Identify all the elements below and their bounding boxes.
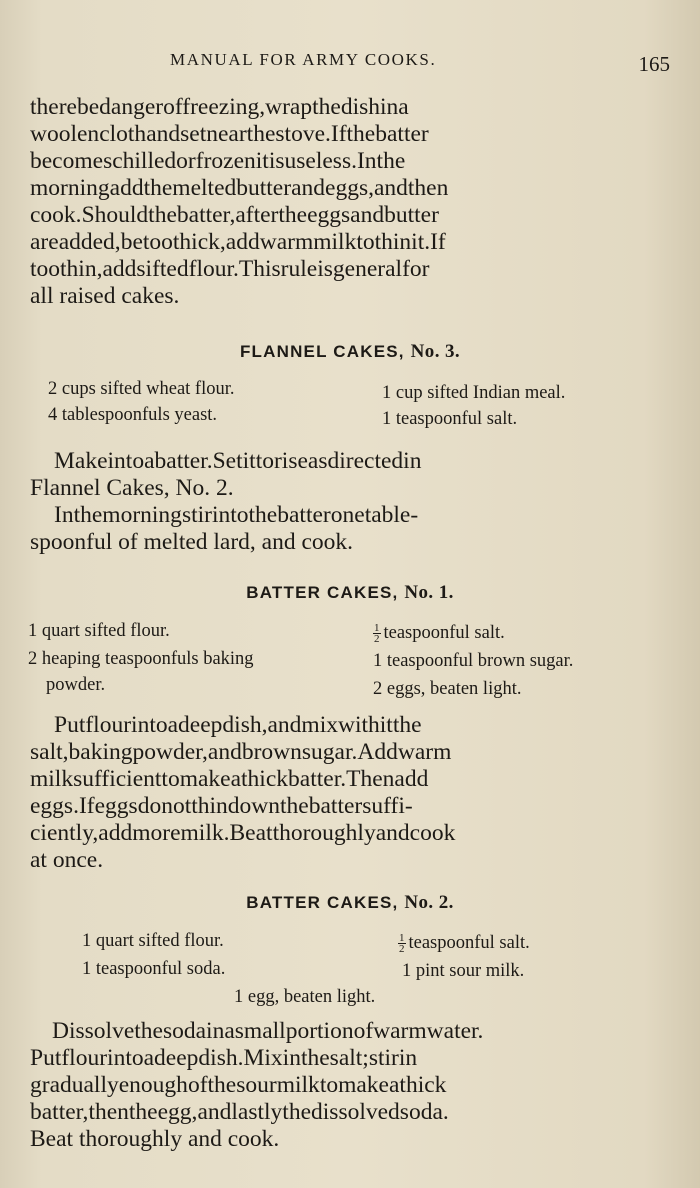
ingredient: 4 tablespoonfuls yeast. bbox=[48, 405, 218, 425]
word: the bbox=[73, 502, 103, 528]
word: the bbox=[376, 148, 406, 174]
text-line: Flannel Cakes, No. 2. bbox=[30, 475, 234, 501]
word: batter, bbox=[30, 1099, 89, 1125]
running-title: MANUAL FOR ARMY COOKS. bbox=[170, 50, 437, 69]
word: be bbox=[120, 229, 143, 255]
ingredient: 1 pint sour milk. bbox=[402, 961, 525, 981]
word: sufficient bbox=[73, 766, 162, 792]
recipe-number: No. 3. bbox=[410, 341, 461, 362]
word: general bbox=[332, 256, 403, 282]
word: in bbox=[282, 1045, 301, 1071]
word: If bbox=[78, 793, 95, 819]
word: the bbox=[282, 1099, 312, 1125]
text-line: spoonful of melted lard, and cook. bbox=[30, 529, 354, 555]
word: If bbox=[430, 229, 446, 255]
ingredient: 2 cups sifted wheat flour. bbox=[48, 379, 235, 399]
text-line bbox=[30, 739, 668, 766]
recipe-number: No. 1. bbox=[404, 582, 454, 603]
text-line: at once. bbox=[30, 847, 104, 873]
word: one bbox=[330, 502, 365, 528]
ingredient: 1 cup sifted Indian meal. bbox=[382, 383, 566, 403]
word: are bbox=[30, 229, 59, 255]
word: milk bbox=[30, 766, 74, 792]
word: Make bbox=[54, 448, 108, 474]
word: into bbox=[131, 712, 168, 738]
word: it bbox=[242, 448, 256, 474]
word: soda. bbox=[399, 1099, 449, 1125]
word: and bbox=[373, 175, 408, 201]
word: salt, bbox=[30, 739, 69, 765]
word: and bbox=[375, 820, 410, 846]
word: a bbox=[230, 766, 242, 792]
word: suffi- bbox=[362, 793, 413, 819]
word: thin bbox=[191, 793, 228, 819]
word: stir bbox=[181, 502, 212, 528]
word: the bbox=[280, 793, 309, 819]
ingredient-list-flannel-cakes-3 bbox=[48, 376, 668, 436]
word: add bbox=[394, 766, 429, 792]
word: flour bbox=[85, 712, 132, 738]
word: is bbox=[268, 148, 285, 174]
word: thick bbox=[241, 766, 289, 792]
text-line bbox=[30, 1018, 668, 1045]
word: becomes bbox=[30, 148, 113, 174]
word: If bbox=[330, 121, 347, 147]
word: thin bbox=[374, 229, 412, 255]
word: the bbox=[300, 1045, 330, 1071]
word: butter bbox=[236, 175, 292, 201]
word: the bbox=[128, 1099, 158, 1125]
word: as bbox=[307, 448, 328, 474]
word: in bbox=[403, 448, 422, 474]
directions-flannel-cakes-3 bbox=[30, 448, 668, 556]
word: and bbox=[267, 712, 302, 738]
word: of bbox=[353, 1018, 374, 1044]
word: too bbox=[30, 256, 61, 282]
word: the bbox=[312, 94, 341, 120]
word: with bbox=[337, 712, 380, 738]
ingredient: 1 teaspoonful salt. bbox=[382, 409, 518, 429]
text-line bbox=[30, 175, 668, 202]
word: do bbox=[137, 793, 162, 819]
word: thick, bbox=[172, 229, 226, 255]
text-line bbox=[30, 1072, 668, 1099]
word: batter bbox=[277, 502, 331, 528]
text-line bbox=[30, 121, 668, 148]
ingredient: 1 quart sifted flour. bbox=[82, 931, 224, 951]
word: milk bbox=[276, 1072, 320, 1098]
word: the bbox=[248, 502, 278, 528]
ingredient-list-batter-cakes-2 bbox=[82, 928, 672, 1012]
word: freezing, bbox=[182, 94, 266, 120]
word: directed bbox=[327, 448, 404, 474]
word: it. bbox=[411, 229, 431, 255]
word: it bbox=[379, 712, 393, 738]
text-line: all raised cakes. bbox=[30, 283, 180, 309]
ingredient: 2 heaping teaspoonfuls baking bbox=[28, 649, 254, 669]
text-line bbox=[30, 94, 668, 121]
fraction-half: $\frac{1}{2}$ bbox=[374, 622, 380, 646]
word: milk bbox=[313, 229, 357, 255]
word: in bbox=[206, 1018, 225, 1044]
word: in bbox=[398, 1045, 418, 1071]
recipe-heading-batter-cakes-1 bbox=[30, 582, 670, 604]
word: into bbox=[107, 1045, 144, 1071]
word: danger bbox=[99, 94, 164, 120]
ingredient: 1 quart sifted flour. bbox=[28, 621, 170, 641]
fraction-half: $\frac{1}{2}$ bbox=[399, 932, 405, 956]
text-line bbox=[30, 712, 668, 739]
recipe-title: BATTER CAKES, bbox=[246, 893, 399, 912]
word: lastly bbox=[231, 1099, 283, 1125]
word: water. bbox=[426, 1018, 484, 1044]
text-line bbox=[30, 502, 668, 529]
directions-batter-cakes-1 bbox=[30, 712, 668, 874]
word: dish, bbox=[222, 712, 268, 738]
word: the bbox=[148, 202, 177, 228]
word: deep bbox=[154, 1045, 199, 1071]
word: and bbox=[146, 121, 181, 147]
word: to bbox=[161, 766, 180, 792]
word: rise bbox=[273, 448, 308, 474]
word: then bbox=[407, 175, 449, 201]
word: batter, bbox=[176, 202, 236, 228]
ingredient: powder. bbox=[46, 675, 106, 695]
word: there bbox=[30, 94, 77, 120]
ingredient: 1 egg, beaten light. bbox=[234, 987, 376, 1007]
recipe-title: BATTER CAKES, bbox=[246, 583, 399, 602]
word: Add bbox=[357, 739, 398, 765]
ingredient: 1 teaspoonful soda. bbox=[82, 959, 226, 979]
word: warm bbox=[397, 739, 452, 765]
ingredient: 2 eggs, beaten light. bbox=[373, 679, 522, 699]
ingredient-list-batter-cakes-1 bbox=[28, 618, 668, 706]
word: the bbox=[246, 121, 276, 147]
word: a bbox=[388, 1072, 400, 1098]
word: to bbox=[319, 1072, 339, 1098]
word: dish bbox=[340, 94, 380, 120]
text-line bbox=[30, 793, 668, 820]
word: baking bbox=[68, 739, 133, 765]
word: and bbox=[350, 202, 385, 228]
word: make bbox=[179, 766, 231, 792]
word: wrap bbox=[265, 94, 313, 120]
word: a bbox=[144, 448, 155, 474]
word: cloth bbox=[99, 121, 147, 147]
word: to bbox=[255, 448, 274, 474]
word: add bbox=[102, 256, 137, 282]
word: or bbox=[176, 148, 196, 174]
word: not bbox=[161, 793, 192, 819]
ingredient: $\frac{1}{2}$ teaspoonful salt. bbox=[399, 932, 530, 956]
word: batter. bbox=[288, 766, 347, 792]
word: and bbox=[207, 739, 242, 765]
word: egg, bbox=[157, 1099, 198, 1125]
word: after bbox=[235, 202, 279, 228]
word: milk. bbox=[180, 820, 230, 846]
word: thick bbox=[399, 1072, 447, 1098]
text-line bbox=[30, 1045, 668, 1072]
text-line bbox=[30, 256, 668, 283]
word: batter. bbox=[154, 448, 213, 474]
word: sugar. bbox=[301, 739, 358, 765]
ingredient: $\frac{1}{2}$ teaspoonful salt. bbox=[374, 622, 505, 646]
word: a bbox=[167, 712, 179, 738]
word: set bbox=[180, 121, 207, 147]
word: the bbox=[143, 175, 173, 201]
word: added, bbox=[58, 229, 121, 255]
word: to bbox=[356, 229, 375, 255]
word: ciently, bbox=[30, 820, 99, 846]
text-line bbox=[30, 448, 668, 475]
word: Should bbox=[81, 202, 149, 228]
word: a bbox=[143, 1045, 155, 1071]
word: useless. bbox=[284, 148, 357, 174]
word: of bbox=[163, 94, 183, 120]
word: In bbox=[356, 148, 377, 174]
word: morning bbox=[102, 502, 182, 528]
word: deep bbox=[178, 712, 223, 738]
word: too bbox=[142, 229, 173, 255]
word: Set bbox=[212, 448, 243, 474]
word: then bbox=[88, 1099, 129, 1125]
word: warm bbox=[373, 1018, 427, 1044]
word: a bbox=[398, 94, 409, 120]
word: stove. bbox=[275, 121, 331, 147]
word: near bbox=[206, 121, 247, 147]
word: the bbox=[392, 712, 422, 738]
running-head bbox=[30, 48, 670, 78]
word: This bbox=[238, 256, 281, 282]
text-line: Beat thoroughly and cook. bbox=[30, 1126, 280, 1152]
word: make bbox=[338, 1072, 389, 1098]
word: enough bbox=[118, 1072, 188, 1098]
word: the bbox=[134, 1018, 163, 1044]
word: add bbox=[98, 820, 133, 846]
page-number: 165 bbox=[638, 52, 670, 76]
text-line bbox=[30, 229, 668, 256]
word: frozen bbox=[195, 148, 256, 174]
word: eggs. bbox=[30, 793, 79, 819]
word: thin, bbox=[60, 256, 103, 282]
word: table- bbox=[364, 502, 419, 528]
word: be bbox=[76, 94, 100, 120]
word: the bbox=[346, 121, 376, 147]
ingredient: 1 teaspoonful brown sugar. bbox=[373, 651, 574, 671]
word: cook bbox=[409, 820, 456, 846]
word: rule bbox=[280, 256, 318, 282]
word: flour. bbox=[188, 256, 239, 282]
word: a bbox=[224, 1018, 235, 1044]
word: sifted bbox=[136, 256, 189, 282]
word: Dissolve bbox=[52, 1018, 135, 1044]
word: down bbox=[227, 793, 281, 819]
word: stir bbox=[368, 1045, 399, 1071]
word: brown bbox=[241, 739, 302, 765]
word: for bbox=[402, 256, 430, 282]
word: woolen bbox=[30, 121, 100, 147]
word: Put bbox=[54, 712, 86, 738]
word: In bbox=[54, 502, 74, 528]
text-line bbox=[30, 1099, 668, 1126]
word: the bbox=[207, 1072, 237, 1098]
word: is bbox=[317, 256, 333, 282]
word: eggs bbox=[307, 202, 351, 228]
word: eggs bbox=[94, 793, 138, 819]
word: more bbox=[132, 820, 181, 846]
word: small bbox=[234, 1018, 286, 1044]
word: soda bbox=[162, 1018, 207, 1044]
word: add bbox=[109, 175, 144, 201]
word: into bbox=[107, 448, 145, 474]
word: morning bbox=[30, 175, 110, 201]
word: in bbox=[380, 94, 399, 120]
word: batter bbox=[308, 793, 363, 819]
word: warm bbox=[259, 229, 314, 255]
text-line bbox=[30, 820, 668, 847]
word: flour bbox=[61, 1045, 108, 1071]
word: Mix bbox=[243, 1045, 283, 1071]
word: the bbox=[278, 202, 308, 228]
directions-batter-cakes-2 bbox=[30, 1018, 668, 1153]
word: gradually bbox=[30, 1072, 119, 1098]
word: and bbox=[197, 1099, 232, 1125]
word: it bbox=[255, 148, 269, 174]
text-line bbox=[30, 202, 668, 229]
word: of bbox=[187, 1072, 208, 1098]
word: eggs, bbox=[325, 175, 374, 201]
intro-paragraph bbox=[30, 94, 668, 310]
word: melted bbox=[172, 175, 237, 201]
recipe-heading-batter-cakes-2 bbox=[30, 892, 670, 914]
word: powder, bbox=[132, 739, 208, 765]
word: Put bbox=[30, 1045, 62, 1071]
text-line bbox=[30, 766, 668, 793]
word: Beat bbox=[229, 820, 273, 846]
recipe-number: No. 2. bbox=[404, 892, 454, 913]
word: into bbox=[211, 502, 249, 528]
word: batter bbox=[375, 121, 429, 147]
word: add bbox=[225, 229, 260, 255]
word: Then bbox=[346, 766, 395, 792]
word: sour bbox=[236, 1072, 277, 1098]
word: chilled bbox=[112, 148, 177, 174]
word: dissolved bbox=[311, 1099, 400, 1125]
word: dish. bbox=[198, 1045, 244, 1071]
word: salt; bbox=[329, 1045, 369, 1071]
word: and bbox=[291, 175, 326, 201]
word: cook. bbox=[30, 202, 82, 228]
word: butter bbox=[384, 202, 439, 228]
recipe-heading-flannel-cakes-3 bbox=[30, 341, 670, 363]
recipe-title: FLANNEL CAKES, bbox=[239, 342, 405, 361]
word: thoroughly bbox=[272, 820, 376, 846]
text-line bbox=[30, 148, 668, 175]
word: mix bbox=[301, 712, 338, 738]
word: portion bbox=[285, 1018, 354, 1044]
